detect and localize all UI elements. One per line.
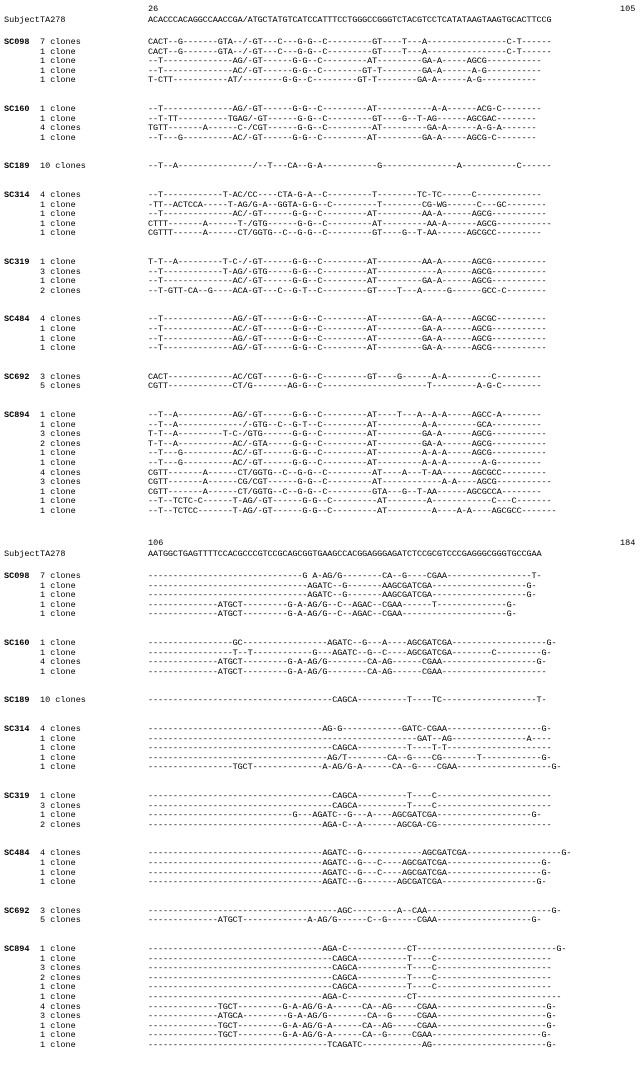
aligned-sequence: CACT--G-------GTA--/-GT---C---G-G--C---------GT----T---A----------------C-T------ bbox=[148, 46, 552, 57]
clone-count: 1 clone bbox=[40, 580, 76, 591]
aligned-sequence: --------------TGCT---------G-A-AG/G-A------CA--AG-----CGAA----------------------G- bbox=[148, 1001, 557, 1012]
clone-count: 1 clone bbox=[40, 992, 76, 1002]
clone-count: 1 clone bbox=[40, 410, 76, 420]
aligned-sequence: T-T--A---------T-C-/-GT------G-G--C---------AT---------AA-A------AGCG----------- bbox=[148, 257, 547, 267]
clone-count: 1 clone bbox=[40, 333, 76, 344]
clone-count: 1 clone bbox=[40, 1030, 76, 1041]
subject-id: SC692 bbox=[4, 371, 30, 382]
clone-count: 1 clone bbox=[40, 647, 76, 658]
aligned-sequence: -----------------------------------AGATC--G-------AGCGATCGA-------------------G- bbox=[148, 877, 547, 888]
clone-count: 1 clone bbox=[40, 791, 76, 801]
subject-id: SC692 bbox=[4, 905, 30, 916]
clone-count: 2 clones bbox=[40, 438, 81, 449]
clone-count: 1 clone bbox=[40, 486, 76, 497]
clone-count: 4 clones bbox=[40, 314, 81, 325]
aligned-sequence: --------------ATGCT---------G-A-AG/G--------CA-AG------CGAA--------------------- bbox=[148, 666, 547, 677]
aligned-sequence: -------------------------------------CAGCA----------T----C----------------------- bbox=[148, 791, 552, 801]
aligned-sequence: -------------------------------G A-AG/G--------CA--G----CGAA-----------------T- bbox=[148, 571, 542, 581]
aligned-sequence: ------------------------------------------------------GAT--AG---------------A---- bbox=[148, 733, 552, 744]
aligned-sequence: --T--------------AG/-GT------G-G--C---------AT---------GA-A-----AGCG----------- bbox=[148, 56, 542, 67]
clone-count: 1 clone bbox=[40, 209, 76, 220]
clone-count: 3 clones bbox=[40, 1011, 81, 1022]
aligned-sequence: -------------------------------------CAGCA----------T----C----------------------- bbox=[148, 953, 552, 964]
subject-id: SC160 bbox=[4, 104, 30, 114]
clone-count: 1 clone bbox=[40, 944, 76, 954]
aligned-sequence: -------------------------------------CAGCA----------T----T-T--------------------- bbox=[148, 743, 552, 754]
aligned-sequence: --T---G----------AC/-GT------G-G--C---------AT---------A-A-A-------A-G--------- bbox=[148, 458, 542, 468]
aligned-sequence: -------------------------------------CAGCA----------T----TC-------------------T- bbox=[148, 695, 547, 706]
clone-count: 4 clones bbox=[40, 1001, 81, 1012]
reference-name: TA278 bbox=[40, 15, 66, 25]
aligned-sequence: --------------TGCT---------G-A-AG/G-A------CA--G-----CGAA----------------------G- bbox=[148, 1030, 552, 1041]
clone-count: 4 clones bbox=[40, 190, 81, 200]
aligned-sequence: -----------------------------------AGATC--G------------AGCGATCGA-------------------G- bbox=[148, 848, 572, 859]
aligned-sequence: --------------ATGCT---------G-A-AG/G--C--AGAC--CGAA------T--------------G- bbox=[148, 599, 517, 610]
clone-count: 2 clones bbox=[40, 819, 81, 830]
clone-count: 4 clones bbox=[40, 467, 81, 478]
clone-count: 1 clone bbox=[40, 419, 76, 430]
clone-count: 1 clone bbox=[40, 75, 76, 86]
clone-count: 1 clone bbox=[40, 752, 76, 763]
aligned-sequence: CACT-------------AC/CGT------G-G--C---------GT----G------A-A---------C--------- bbox=[148, 371, 542, 382]
clone-count: 1 clone bbox=[40, 65, 76, 76]
aligned-sequence: --T---G----------AC/-GT------G-G--C---------AT---------GA-A-----AGCG-C-------- bbox=[148, 132, 537, 143]
aligned-sequence: CGTT-------A------CG/CGT------G-G--C---------AT------------A-A----AGCG----------- bbox=[148, 477, 552, 488]
clone-count: 1 clone bbox=[40, 104, 76, 114]
clone-count: 1 clone bbox=[40, 638, 76, 648]
aligned-sequence: --T-GTT-CA--G----ACA-GT---C--G-T--C---------GT----T---A-----G------GCC-C-------- bbox=[148, 285, 547, 296]
aligned-sequence: --T--------------AG/-GT------G-G--C---------AT---------GA-A------AGCGC---------- bbox=[148, 314, 547, 325]
aligned-sequence: -----------------TGCT--------------A-AG/G-A------CA--G----CGAA-------------------G- bbox=[148, 762, 562, 773]
aligned-sequence: --------------ATGCT---------G-A-AG/G--------CA-AG------CGAA-------------------G- bbox=[148, 657, 547, 668]
clone-count: 1 clone bbox=[40, 877, 76, 888]
clone-count: 1 clone bbox=[40, 132, 76, 143]
clone-count: 1 clone bbox=[40, 496, 76, 507]
clone-count: 7 clones bbox=[40, 37, 81, 47]
aligned-sequence: -----------------------------------AGATC--G---C----AGCGATCGA-------------------G- bbox=[148, 867, 552, 878]
subject-id: SC319 bbox=[4, 257, 30, 267]
aligned-sequence: T-CTT-----------AT/--------G-G--C---------GT-T--------GA-A------A-G----------- bbox=[148, 75, 537, 86]
aligned-sequence: CTTT-------A------T-/GTG------G-G--C---------AT---------AA-A------AGCG----------- bbox=[148, 218, 552, 229]
clone-count: 1 clone bbox=[40, 590, 76, 601]
aligned-sequence: ------------------------------------TCAGATC------------AG-----------------------G- bbox=[148, 1040, 557, 1050]
aligned-sequence: --------------------------------AGATC--G-------AAGCGATCGA-------------------G- bbox=[148, 580, 537, 591]
aligned-sequence: CACT--G-------GTA--/-GT---C---G-G--C---------GT----T---A----------------C-T------ bbox=[148, 37, 552, 47]
aligned-sequence: --T---G----------AC/-GT------G-G--C---------AT---------A-A-A-----AGCG----------- bbox=[148, 448, 547, 459]
subject-id: SC894 bbox=[4, 944, 30, 954]
aligned-sequence: -------------------------------------CAGCA----------T----C----------------------- bbox=[148, 972, 552, 983]
aligned-sequence: --T-TT----------TGAG/-GT------G-G--C---------GT----G--T-AG------AGCGAC-------- bbox=[148, 113, 537, 124]
clone-count: 3 clones bbox=[40, 905, 81, 916]
clone-count: 1 clone bbox=[40, 343, 76, 354]
clone-count: 1 clone bbox=[40, 858, 76, 868]
subject-id: SC098 bbox=[4, 37, 30, 47]
clone-count: 10 clones bbox=[40, 695, 86, 706]
aligned-sequence: --T--------------AC/-GT------G-G--C---------AT---------GA-A------AGCG----------- bbox=[148, 324, 547, 334]
aligned-sequence: --T--A---------------/--T---CA--G-A-----------G---------------A-----------C------ bbox=[148, 161, 552, 172]
clone-count: 1 clone bbox=[40, 448, 76, 459]
clone-count: 1 clone bbox=[40, 218, 76, 229]
clone-count: 4 clones bbox=[40, 657, 81, 668]
aligned-sequence: -----------------GC-----------------AGATC--G---A----AGCGATCGA-------------------G- bbox=[148, 638, 557, 648]
clone-count: 3 clones bbox=[40, 800, 81, 811]
position-start-label: 106 bbox=[148, 538, 164, 548]
clone-count: 1 clone bbox=[40, 599, 76, 610]
clone-count: 5 clones bbox=[40, 381, 81, 392]
clone-count: 2 clones bbox=[40, 972, 81, 983]
clone-count: 3 clones bbox=[40, 266, 81, 277]
clone-count: 3 clones bbox=[40, 963, 81, 974]
aligned-sequence: --T--------------AG/-GT------G-G--C---------AT---------GA-A------AGCG----------- bbox=[148, 343, 547, 354]
subject-id: SC189 bbox=[4, 161, 30, 172]
aligned-sequence: --T--TCTC-C------T-AG/-GT------G-G--C---------AT--------A------------C---C------- bbox=[148, 496, 552, 507]
aligned-sequence: --------------ATGCT---------G-A-AG/G--C--AGAC--CGAA---------------------G- bbox=[148, 609, 517, 620]
clone-count: 7 clones bbox=[40, 571, 81, 581]
clone-count: 1 clone bbox=[40, 609, 76, 620]
clone-count: 1 clone bbox=[40, 113, 76, 124]
clone-count: 3 clones bbox=[40, 371, 81, 382]
clone-count: 1 clone bbox=[40, 733, 76, 744]
aligned-sequence: --T--A-----------AG/-GT------G-G--C---------AT----T---A--A-A-----AGCC-A-------- bbox=[148, 410, 542, 420]
subject-id: SC484 bbox=[4, 314, 30, 325]
aligned-sequence: CGTT-------------CT/G-------AG-G--C---------------------T---------A-G-C-------- bbox=[148, 381, 542, 392]
clone-count: 1 clone bbox=[40, 982, 76, 993]
aligned-sequence: -----------------------------------AGA-C------------CT----------------------------G- bbox=[148, 944, 567, 954]
subject-header: Subject bbox=[4, 549, 40, 559]
clone-count: 1 clone bbox=[40, 953, 76, 964]
aligned-sequence: TGTT-------A------C-/CGT------G-G--C---------AT---------GA-A------A-G-A------- bbox=[148, 123, 537, 134]
aligned-sequence: -----------------T--T------------G---AGATC--G--C----AGCGATCGA--------C---------G- bbox=[148, 647, 552, 658]
aligned-sequence: -------------------------------------CAGCA----------T----C----------------------- bbox=[148, 800, 552, 811]
clone-count: 1 clone bbox=[40, 276, 76, 287]
clone-count: 4 clones bbox=[40, 724, 81, 734]
clone-count: 1 clone bbox=[40, 46, 76, 57]
subject-id: SC314 bbox=[4, 190, 30, 200]
aligned-sequence: --T--------------AC/-GT------G-G--C--------GT-T--------GA-A------A-G----------- bbox=[148, 65, 542, 76]
clone-count: 4 clones bbox=[40, 123, 81, 134]
subject-id: SC894 bbox=[4, 410, 30, 420]
clone-count: 10 clones bbox=[40, 161, 86, 172]
clone-count: 1 clone bbox=[40, 257, 76, 267]
aligned-sequence: -----------------------------------AGA-C------------CT----------------------------- bbox=[148, 992, 562, 1002]
clone-count: 1 clone bbox=[40, 810, 76, 821]
reference-sequence: AATGGCTGAGTTTTCCACGCCCGTCCGCAGCGGTGAAGCCACGGAGGGAGATCTCCGCGTCCCGAGGGCGGGTGCCGAA bbox=[148, 549, 542, 559]
clone-count: 1 clone bbox=[40, 56, 76, 67]
position-end-label: 105 bbox=[620, 4, 636, 14]
clone-count: 1 clone bbox=[40, 1040, 76, 1050]
reference-name: TA278 bbox=[40, 549, 66, 559]
reference-sequence: ACACCCACAGGCCAACCGA/ATGCTATGTCATCCATTTCCTGGGCCGGGTCTACGTCCTCATATAAGTAAGTGCACTTCCG bbox=[148, 15, 552, 25]
subject-id: SC098 bbox=[4, 571, 30, 581]
aligned-sequence: -----------------------------G---AGATC--G---A----AGCGATCGA-------------------G- bbox=[148, 810, 542, 821]
clone-count: 5 clones bbox=[40, 915, 81, 926]
subject-header: Subject bbox=[4, 15, 40, 25]
aligned-sequence: -------------------------------------CAGCA----------T----C----------------------- bbox=[148, 963, 552, 974]
clone-count: 1 clone bbox=[40, 666, 76, 677]
position-start-label: 26 bbox=[148, 4, 159, 14]
aligned-sequence: --------------ATGCT-------------A-AG/G------C--G------CGAA-------------------G- bbox=[148, 915, 542, 926]
aligned-sequence: T-T--A-----------AC/-GTA-----G-G--C---------AT---------GA-A------AGCG----------- bbox=[148, 438, 547, 449]
aligned-sequence: --T--------------AC/-GT------G-G--C---------AT---------AA-A------AGCG----------- bbox=[148, 209, 547, 220]
aligned-sequence: --T--------------AC/-GT------G-G--C---------AT---------GA-A------AGCG----------- bbox=[148, 276, 547, 287]
clone-count: 1 clone bbox=[40, 762, 76, 773]
aligned-sequence: --T------------T-AG/-GTG-----G-G--C---------AT------------A------AGCG----------- bbox=[148, 266, 547, 277]
subject-id: SC484 bbox=[4, 848, 30, 859]
aligned-sequence: -------------------------------------CAGCA----------T----C----------------------- bbox=[148, 982, 552, 993]
aligned-sequence: -----------------------------------AGA-C--A-------AGCGA-CG----------------------- bbox=[148, 819, 552, 830]
clone-count: 1 clone bbox=[40, 506, 76, 516]
aligned-sequence: --T------------T-AC/CC----CTA-G-A--C---------T--------TC-TC------C------------- bbox=[148, 190, 542, 200]
aligned-sequence: --T--------------AG/-GT------G-G--C---------AT---------GA-A------AGCG----------- bbox=[148, 333, 547, 344]
subject-id: SC160 bbox=[4, 638, 30, 648]
aligned-sequence: T-T--A---------T-C-/GTG------G-G--C---------AT---------GA-A------AGCG----------- bbox=[148, 429, 547, 440]
clone-count: 1 clone bbox=[40, 1020, 76, 1031]
clone-count: 1 clone bbox=[40, 199, 76, 210]
aligned-sequence: CGTT-------A------CT/GGTG--C--G-G--C---------AT----A---T-AA------AGCGCC--------- bbox=[148, 467, 547, 478]
aligned-sequence: CGTTT------A------CT/GGTG--C--G-G--C---------GT----G--T-AA------AGCGCC--------- bbox=[148, 228, 542, 239]
aligned-sequence: CGTT-------A------CT/GGTG--C--G-G--C---------GTA---G--T-AA------AGCGCCA-------- bbox=[148, 486, 542, 497]
aligned-sequence: --------------------------------AGATC--G-------AAGCGATCGA-------------------G- bbox=[148, 590, 537, 601]
aligned-sequence: --------------------------------------AGC---------A--CAA-------------------------G- bbox=[148, 905, 562, 916]
clone-count: 1 clone bbox=[40, 228, 76, 239]
aligned-sequence: -TT--ACTCCA-----T-AG/G-A--GGTA-G-G--C---------T--------CG-WG------C---GC-------- bbox=[148, 199, 547, 210]
position-end-label: 184 bbox=[620, 538, 636, 548]
subject-id: SC319 bbox=[4, 791, 30, 801]
aligned-sequence: --T--A-------------/-GTG--C--G-T--C---------AT---------A-A--------GCA---------- bbox=[148, 419, 542, 430]
aligned-sequence: --T--------------AG/-GT------G-G--C---------AT-----------A-A------ACG-C-------- bbox=[148, 104, 542, 114]
clone-count: 3 clones bbox=[40, 429, 81, 440]
clone-count: 4 clones bbox=[40, 848, 81, 859]
subject-id: SC189 bbox=[4, 695, 30, 706]
clone-count: 1 clone bbox=[40, 743, 76, 754]
clone-count: 1 clone bbox=[40, 324, 76, 334]
clone-count: 1 clone bbox=[40, 458, 76, 468]
aligned-sequence: ------------------------------------AG/T--------CA--G----CG-------T------------G- bbox=[148, 752, 552, 763]
clone-count: 3 clones bbox=[40, 477, 81, 488]
aligned-sequence: --T--TCTCC-------T-AG/-GT------G-G--C---------AT---------A----A-A----AGCGCC------- bbox=[148, 506, 557, 516]
aligned-sequence: -----------------------------------AG-G------------GATC-CGAA-------------------G- bbox=[148, 724, 552, 734]
aligned-sequence: --------------ATGCA---------G-A-AG/G--------CA--G-----CGAA----------------------G- bbox=[148, 1011, 557, 1022]
aligned-sequence: --------------TGCT---------G-A-AG/G-A------CA--AG-----CGAA----------------------G- bbox=[148, 1020, 557, 1031]
clone-count: 2 clones bbox=[40, 285, 81, 296]
subject-id: SC314 bbox=[4, 724, 30, 734]
clone-count: 1 clone bbox=[40, 867, 76, 878]
aligned-sequence: -----------------------------------AGATC--G---C----AGCGATCGA-------------------G- bbox=[148, 858, 552, 868]
